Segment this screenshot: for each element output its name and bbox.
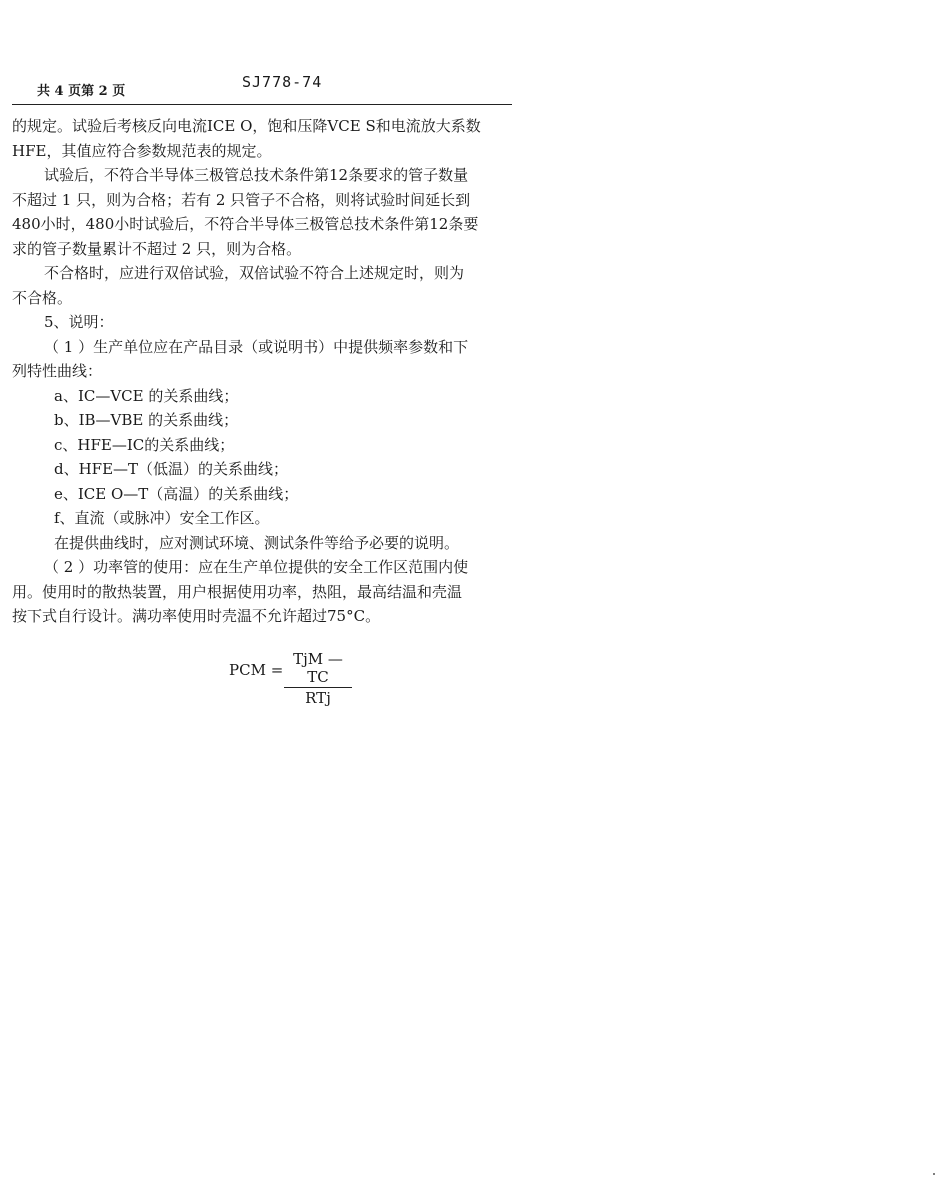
text-line: 试验后，不符合半导体三极管总技术条件第12条要求的管子数量 <box>44 166 469 184</box>
text-line: e、ICE O—T（高温）的关系曲线； <box>54 484 299 503</box>
text-line: 在提供曲线时，应对测试环境、测试条件等给予必要的说明。 <box>54 533 460 552</box>
text-line: 不合格时，应进行双倍试验，双倍试验不符合上述规定时，则为 <box>44 264 465 282</box>
text-line: 用。使用时的散热装置，用户根据使用功率，热阻，最高结温和壳温 <box>12 582 463 601</box>
formula-numerator: TjM —TC <box>284 650 352 688</box>
text-line: 求的管子数量累计不超过 2 只，则为合格。 <box>12 239 302 258</box>
standard-code: SJ778-74 <box>242 73 323 91</box>
page-header <box>12 72 512 100</box>
text-line: 不合格。 <box>12 288 73 307</box>
text-line: 的规定。试验后考核反向电流ICE O，饱和压降VCE S和电流放大系数 <box>12 117 481 135</box>
page-number-info: 共 4 页第 2 页 <box>37 84 126 99</box>
text-line: f、直流（或脉冲）安全工作区。 <box>54 509 270 527</box>
text-line: d、HFE—T（低温）的关系曲线； <box>54 460 289 478</box>
formula-denominator: RTj <box>305 689 331 707</box>
text-line: b、IB—VBE 的关系曲线； <box>54 411 239 429</box>
text-line: a、IC—VCE 的关系曲线； <box>54 386 239 405</box>
body-text <box>12 114 522 629</box>
text-line: （ 1 ）生产单位应在产品目录（或说明书）中提供频率参数和下 <box>44 337 469 356</box>
scan-speck <box>933 1173 935 1175</box>
text-line: 5、说明： <box>44 313 114 331</box>
text-line: （ 2 ）功率管的使用：应在生产单位提供的安全工作区范围内使 <box>44 558 469 576</box>
text-line: 按下式自行设计。满功率使用时壳温不允许超过75°C。 <box>12 607 381 625</box>
header-divider <box>12 104 512 105</box>
text-line: 480小时，480小时试验后，不符合半导体三极管总技术条件第12条要 <box>12 215 479 233</box>
power-formula <box>229 650 369 707</box>
formula-fraction <box>284 650 352 707</box>
formula-lhs: PCM = <box>229 661 284 679</box>
text-line: c、HFE—IC的关系曲线； <box>54 435 235 454</box>
text-line: HFE，其值应符合参数规范表的规定。 <box>12 141 272 160</box>
text-line: 列特性曲线： <box>12 362 103 380</box>
text-line: 不超过 1 只，则为合格；若有 2 只管子不合格，则将试验时间延长到 <box>12 190 471 209</box>
